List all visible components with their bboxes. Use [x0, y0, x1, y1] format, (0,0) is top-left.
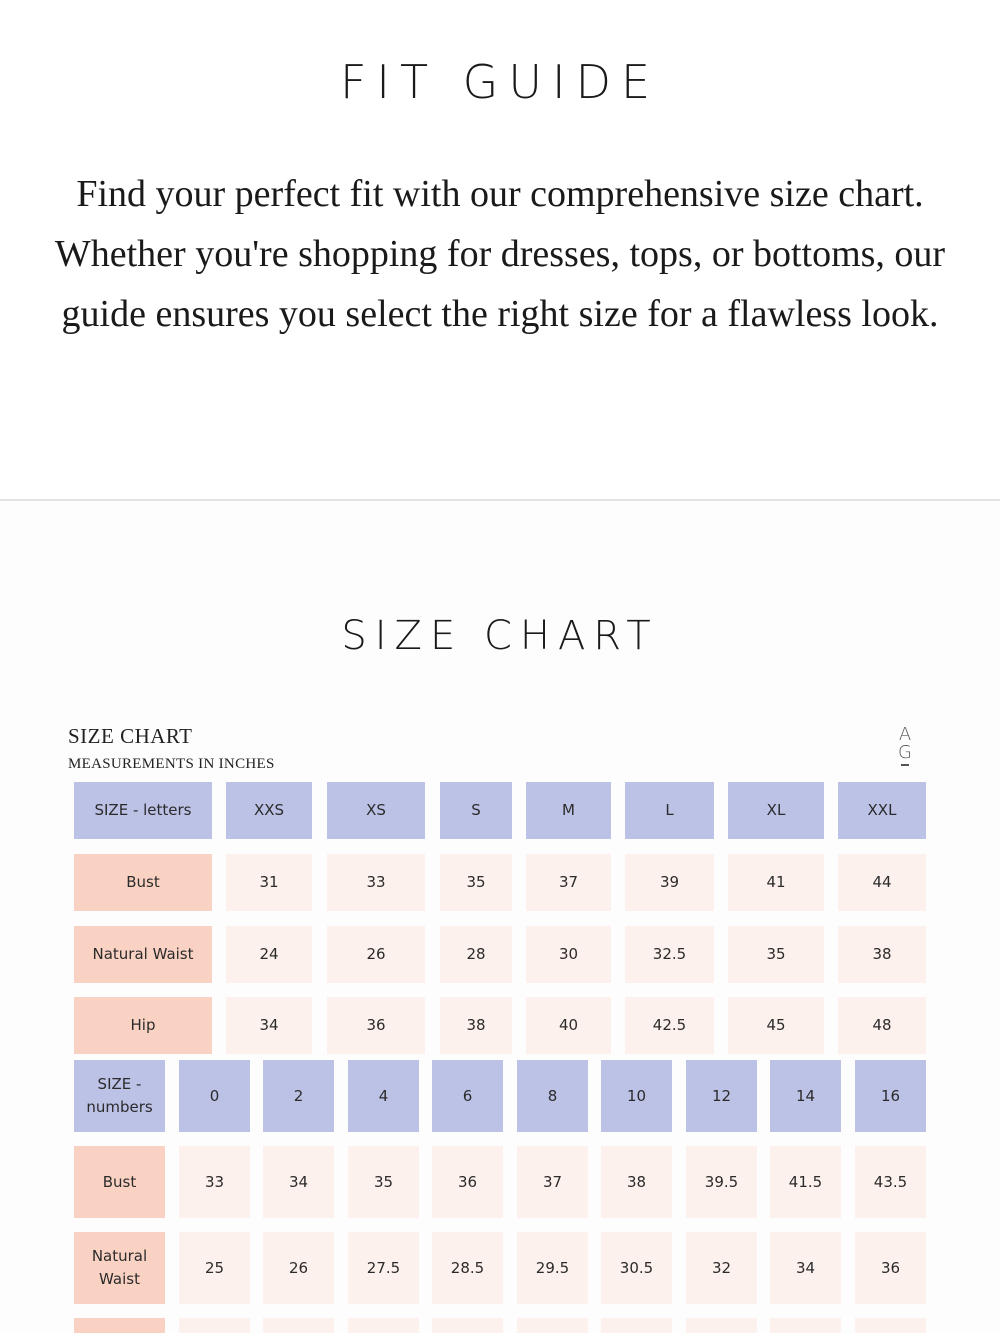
next-row-partial [0, 1318, 1000, 1333]
partial-label-cell [74, 1318, 165, 1333]
size-numbers-header: SIZE - numbers [74, 1060, 165, 1132]
partial-value-cell [517, 1318, 588, 1333]
size-letters-column: XS [327, 782, 425, 839]
partial-value-cell [601, 1318, 672, 1333]
measurement-label: Natural Waist [74, 1232, 165, 1304]
size-letters-column: XXL [838, 782, 926, 839]
size-letters-column: S [440, 782, 512, 839]
measurement-value: 38 [601, 1146, 672, 1218]
measurement-value: 39 [625, 854, 714, 911]
measurement-value: 45 [728, 997, 824, 1054]
measurement-value: 26 [263, 1232, 334, 1304]
measurement-label: Bust [74, 854, 212, 911]
size-numbers-column: 6 [432, 1060, 503, 1132]
partial-value-cell [686, 1318, 757, 1333]
partial-value-cell [770, 1318, 841, 1333]
measurement-value: 38 [440, 997, 512, 1054]
measurement-value: 24 [226, 926, 312, 983]
logo-letter: A [898, 724, 912, 745]
measurement-value: 32.5 [625, 926, 714, 983]
measurement-value: 30 [526, 926, 611, 983]
logo-letter: G [898, 742, 912, 763]
measurement-value: 27.5 [348, 1232, 419, 1304]
measurement-value: 36 [855, 1232, 926, 1304]
size-numbers-column: 10 [601, 1060, 672, 1132]
partial-value-cell [432, 1318, 503, 1333]
measurement-value: 30.5 [601, 1232, 672, 1304]
measurement-value: 33 [327, 854, 425, 911]
size-numbers-column: 2 [263, 1060, 334, 1132]
measurement-label: Hip [74, 997, 212, 1054]
chart-subheading: MEASUREMENTS IN INCHES [68, 756, 275, 772]
measurement-value: 25 [179, 1232, 250, 1304]
measurement-value: 36 [432, 1146, 503, 1218]
measurement-value: 44 [838, 854, 926, 911]
size-numbers-column: 14 [770, 1060, 841, 1132]
measurement-value: 34 [226, 997, 312, 1054]
size-chart-title: SIZE CHART [341, 613, 659, 659]
measurement-value: 41 [728, 854, 824, 911]
size-numbers-column: 4 [348, 1060, 419, 1132]
measurement-value: 31 [226, 854, 312, 911]
size-letters-column: XL [728, 782, 824, 839]
measurement-value: 40 [526, 997, 611, 1054]
measurement-value: 48 [838, 997, 926, 1054]
logo-bar [901, 764, 909, 766]
measurement-label: Natural Waist [74, 926, 212, 983]
size-numbers-column: 0 [179, 1060, 250, 1132]
measurement-value: 33 [179, 1146, 250, 1218]
measurement-value: 26 [327, 926, 425, 983]
measurement-value: 39.5 [686, 1146, 757, 1218]
measurement-value: 34 [770, 1232, 841, 1304]
measurement-value: 43.5 [855, 1146, 926, 1218]
measurement-value: 41.5 [770, 1146, 841, 1218]
measurement-label: Bust [74, 1146, 165, 1218]
partial-value-cell [855, 1318, 926, 1333]
size-numbers-column: 8 [517, 1060, 588, 1132]
size-numbers-column: 12 [686, 1060, 757, 1132]
partial-value-cell [179, 1318, 250, 1333]
measurement-value: 38 [838, 926, 926, 983]
chart-heading: SIZE CHART [68, 724, 193, 748]
partial-value-cell [263, 1318, 334, 1333]
measurement-value: 34 [263, 1146, 334, 1218]
intro-text: Find your perfect fit with our comprehensive size chart. Whether you're shopping for dresses, tops, or bottoms, our guide ensures you select the right size for a flawless look. [54, 173, 946, 335]
page-title: FIT GUIDE [339, 55, 661, 109]
measurement-value: 35 [348, 1146, 419, 1218]
size-letters-header: SIZE - letters [74, 782, 212, 839]
size-letters-column: M [526, 782, 611, 839]
measurement-value: 35 [728, 926, 824, 983]
measurement-value: 42.5 [625, 997, 714, 1054]
measurement-value: 28.5 [432, 1232, 503, 1304]
measurement-value: 36 [327, 997, 425, 1054]
measurement-value: 28 [440, 926, 512, 983]
partial-value-cell [348, 1318, 419, 1333]
measurement-value: 29.5 [517, 1232, 588, 1304]
measurement-value: 37 [517, 1146, 588, 1218]
measurement-value: 32 [686, 1232, 757, 1304]
measurement-value: 37 [526, 854, 611, 911]
measurement-value: 35 [440, 854, 512, 911]
size-letters-column: XXS [226, 782, 312, 839]
size-letters-column: L [625, 782, 714, 839]
size-numbers-column: 16 [855, 1060, 926, 1132]
brand-logo [895, 726, 915, 766]
